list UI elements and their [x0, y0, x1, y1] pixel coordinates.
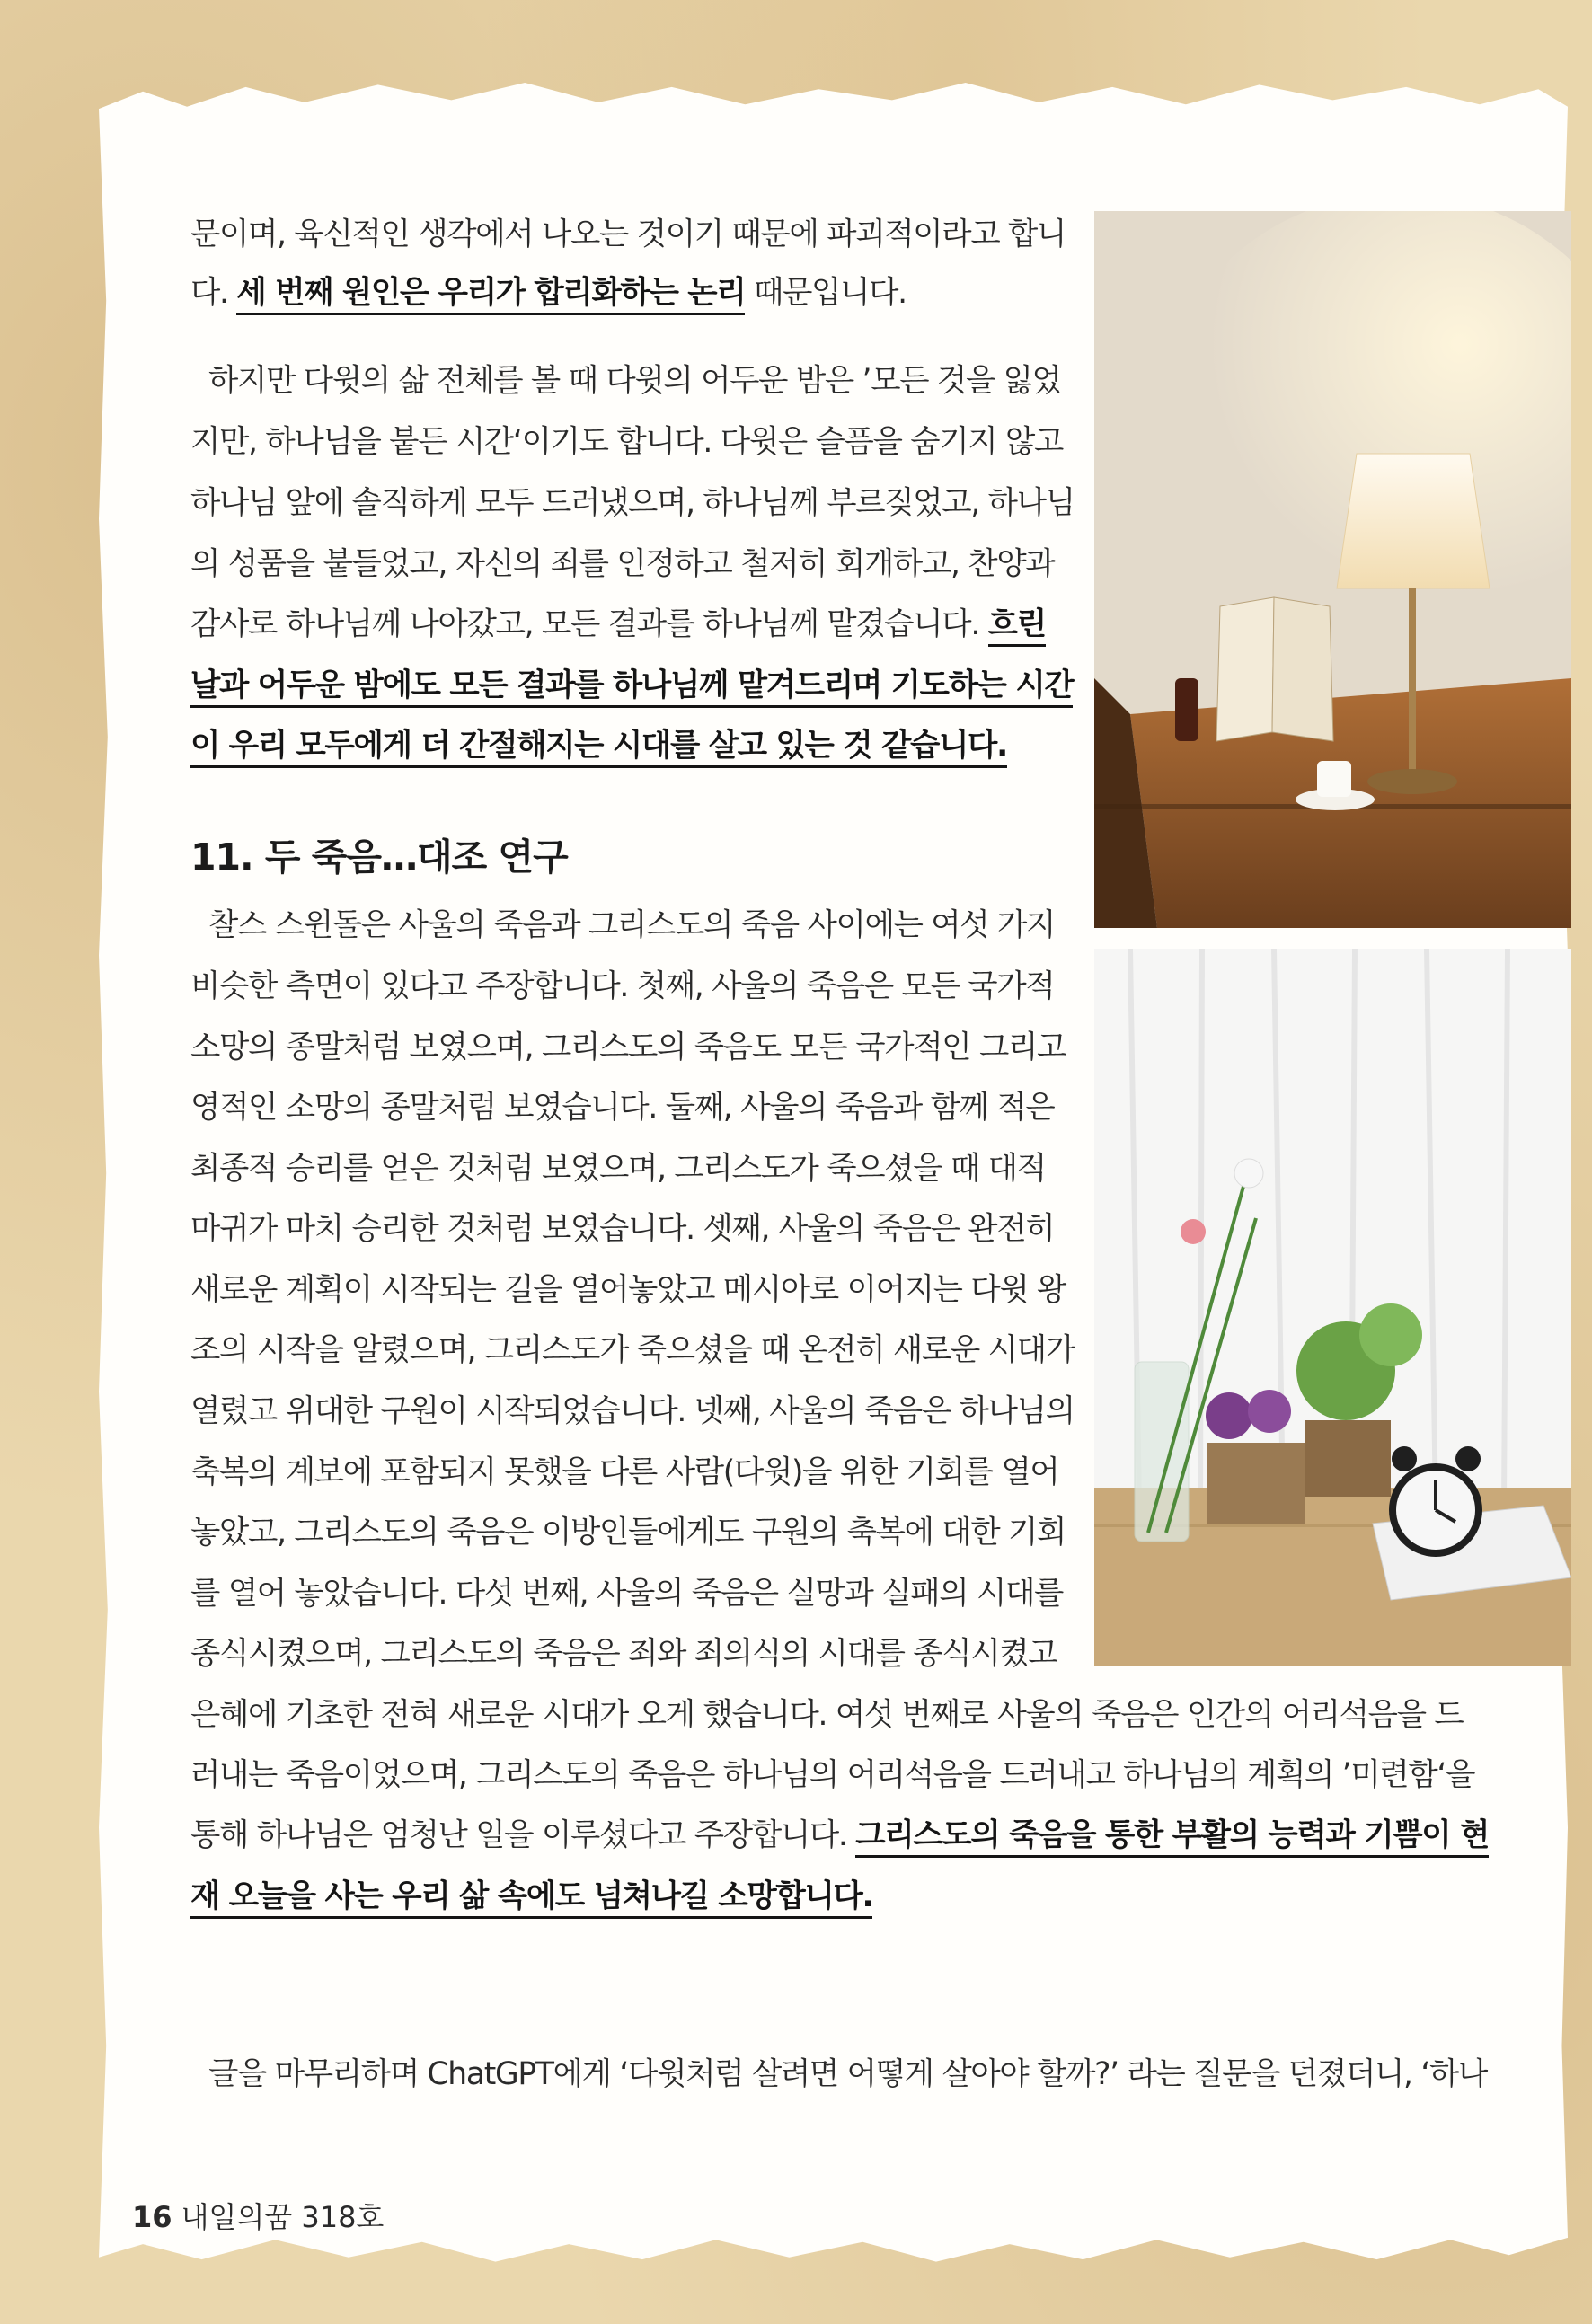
body-text: 감사로 하나님께 나아갔고, 모든 결과를 하나님께 맡겼습니다.	[190, 606, 988, 642]
text-line	[190, 1689, 1463, 1734]
body-text: 하지만 다윗의 삶 전체를 볼 때 다윗의 어두운 밤은 ’모든 것을 잃었	[208, 363, 1061, 399]
text-line	[190, 1809, 1489, 1854]
text-line	[190, 538, 1054, 583]
emphasis-text: 날과 어두운 밤에도 모든 결과를 하나님께 맡겨드리며 기도하는 시간	[190, 667, 1073, 708]
body-text: 찰스 스윈돌은 사울의 죽음과 그리스도의 죽음 사이에는 여섯 가지	[208, 907, 1056, 943]
body-text: 놓았고, 그리스도의 죽음은 이방인들에게도 구원의 축복에 대한 기회	[190, 1515, 1066, 1551]
text-line	[190, 598, 1046, 643]
section-heading: 11. 두 죽음…대조 연구	[190, 835, 568, 879]
plants-clock-photo	[1094, 949, 1571, 1666]
body-text: 지만, 하나님을 붙든 시간‘이기도 합니다. 다윗은 슬픔을 숨기지 않고	[190, 424, 1064, 460]
body-text: 다.	[190, 275, 237, 311]
emphasis-text: 흐린	[988, 606, 1046, 647]
body-text: 의 성품을 붙들었고, 자신의 죄를 인정하고 철저히 회개하고, 찬양과	[190, 546, 1055, 582]
text-line	[190, 960, 1054, 1005]
body-text: 최종적 승리를 얻은 것처럼 보였으며, 그리스도가 죽으셨을 때 대적	[190, 1151, 1046, 1187]
body-text: 비슷한 측면이 있다고 주장합니다. 첫째, 사울의 죽음은 모든 국가적	[190, 968, 1055, 1004]
text-line	[190, 1628, 1057, 1673]
body-text: 축복의 계보에 포함되지 못했을 다른 사람(다윗)을 위한 기회를 열어	[190, 1454, 1059, 1490]
text-line	[190, 1385, 1075, 1430]
body-text: 통해 하나님은 엄청난 일을 이루셨다고 주장합니다.	[190, 1817, 856, 1853]
body-text: 열렸고 위대한 구원이 시작되었습니다. 넷째, 사울의 죽음은 하나님의	[190, 1393, 1075, 1429]
body-text: 조의 시작을 알렸으며, 그리스도가 죽으셨을 때 온전히 새로운 시대가	[190, 1332, 1075, 1368]
emphasis-text: 이 우리 모두에게 더 간절해지는 시대를 살고 있는 것 같습니다.	[190, 728, 1007, 768]
text-line	[190, 1203, 1054, 1248]
page-footer	[132, 2195, 384, 2236]
text-line	[190, 659, 1073, 704]
text-line	[190, 1324, 1075, 1369]
text-line	[190, 1749, 1474, 1794]
text-line	[190, 267, 907, 312]
text-line	[208, 355, 1061, 400]
text-line	[190, 1264, 1066, 1309]
body-text: 문이며, 육신적인 생각에서 나오는 것이기 때문에 파괴적이라고 합니	[190, 216, 1066, 252]
text-line	[190, 1082, 1054, 1127]
magazine-issue: 내일의꿈 318호	[181, 2200, 385, 2234]
text-line	[190, 720, 1007, 764]
body-text: 새로운 계획이 시작되는 길을 열어놓았고 메시아로 이어지는 다윗 왕	[190, 1272, 1066, 1308]
text-line	[190, 1021, 1066, 1066]
text-line	[190, 1143, 1046, 1188]
text-line	[190, 1446, 1058, 1491]
text-line	[190, 1870, 872, 1915]
text-line	[190, 416, 1063, 461]
body-text: 영적인 소망의 종말처럼 보였습니다. 둘째, 사울의 죽음과 함께 적은	[190, 1090, 1055, 1126]
emphasis-text: 그리스도의 죽음을 통한 부활의 능력과 기쁨이 현	[855, 1817, 1489, 1858]
body-text: 은혜에 기초한 전혀 새로운 시대가 오게 했습니다. 여섯 번째로 사울의 죽음은 인간의 어리석음을 드	[190, 1697, 1464, 1733]
text-line	[208, 899, 1055, 944]
text-line	[190, 208, 1066, 253]
page-number: 16	[132, 2200, 172, 2234]
text-line	[190, 477, 1075, 522]
body-text: 하나님 앞에 솔직하게 모두 드러냈으며, 하나님께 부르짖었고, 하나님	[190, 485, 1075, 521]
body-text: 를 열어 놓았습니다. 다섯 번째, 사울의 죽음은 실망과 실패의 시대를	[190, 1576, 1064, 1612]
body-text: 마귀가 마치 승리한 것처럼 보였습니다. 셋째, 사울의 죽음은 완전히	[190, 1211, 1055, 1247]
body-text: 종식시켰으며, 그리스도의 죽음은 죄와 죄의식의 시대를 종식시켰고	[190, 1636, 1057, 1672]
text-line	[208, 2048, 1487, 2093]
text-line	[190, 1507, 1066, 1551]
body-text: 때문입니다.	[745, 275, 907, 311]
body-text: 글을 마무리하며 ChatGPT에게 ‘다윗처럼 살려면 어떻게 살아야 할까?’ 라는 질문을 던졌더니, ‘하나	[208, 2056, 1488, 2092]
emphasis-text: 세 번째 원인은 우리가 합리화하는 논리	[236, 275, 745, 315]
lamp-bedside-photo	[1094, 211, 1571, 928]
text-line	[190, 1568, 1063, 1613]
body-text: 소망의 종말처럼 보였으며, 그리스도의 죽음도 모든 국가적인 그리고	[190, 1029, 1066, 1065]
body-text: 러내는 죽음이었으며, 그리스도의 죽음은 하나님의 어리석음을 드러내고 하나님의 계획의 ’미련함‘을	[190, 1757, 1475, 1793]
emphasis-text: 재 오늘을 사는 우리 삶 속에도 넘쳐나길 소망합니다.	[190, 1878, 872, 1919]
